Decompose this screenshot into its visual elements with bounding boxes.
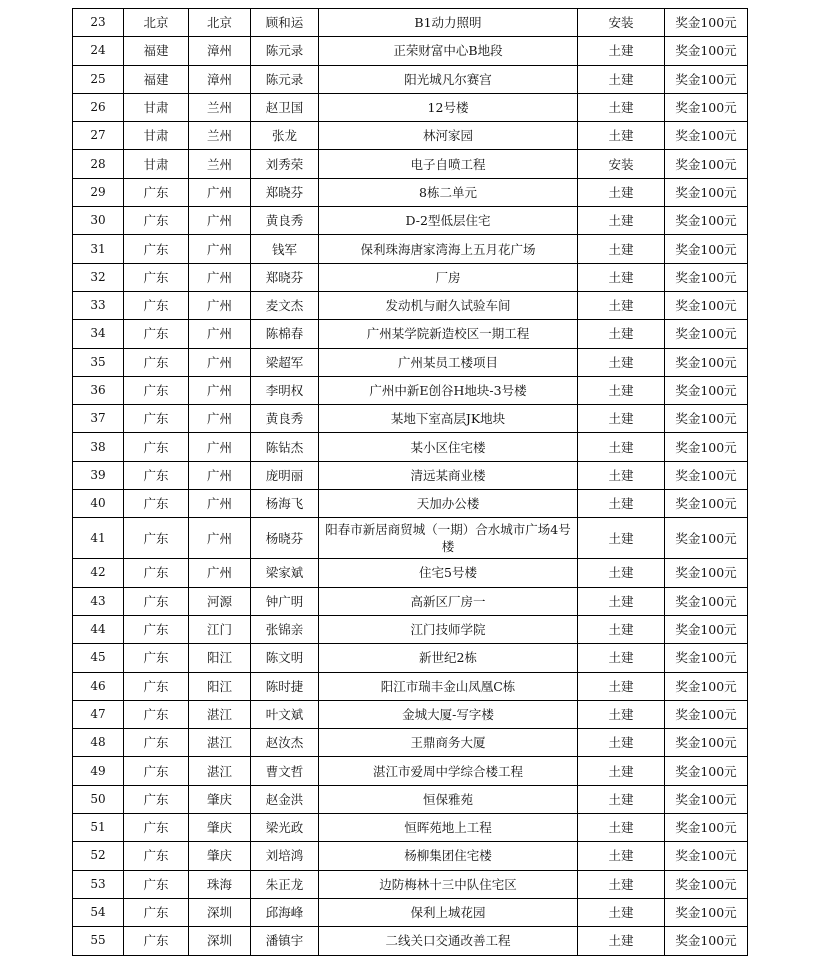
table-row [73,870,748,898]
category-cell: 土建 [578,461,665,489]
name-cell: 郑晓芬 [251,178,319,206]
award-cell: 奖金100元 [665,559,748,587]
row-number-cell: 33 [73,291,124,319]
city-cell: 广州 [189,518,251,559]
province-cell: 广东 [124,518,189,559]
category-cell: 土建 [578,870,665,898]
category-cell: 土建 [578,672,665,700]
city-cell: 广州 [189,263,251,291]
table-row [73,587,748,615]
project-name-cell: B1动力照明 [319,9,578,37]
project-name-cell: 杨柳集团住宅楼 [319,842,578,870]
category-cell: 土建 [578,37,665,65]
award-cell: 奖金100元 [665,785,748,813]
award-cell: 奖金100元 [665,263,748,291]
award-cell: 奖金100元 [665,587,748,615]
city-cell: 漳州 [189,65,251,93]
row-number-cell: 46 [73,672,124,700]
province-cell: 广东 [124,615,189,643]
city-cell: 肇庆 [189,814,251,842]
province-cell: 北京 [124,9,189,37]
province-cell: 福建 [124,65,189,93]
project-name-cell: 电子自喷工程 [319,150,578,178]
project-name-cell: D-2型低层住宅 [319,207,578,235]
row-number-cell: 38 [73,433,124,461]
province-cell: 广东 [124,814,189,842]
name-cell: 邱海峰 [251,898,319,926]
province-cell: 甘肃 [124,122,189,150]
award-cell: 奖金100元 [665,927,748,955]
category-cell: 安装 [578,9,665,37]
city-cell: 广州 [189,207,251,235]
table-row [73,615,748,643]
name-cell: 陈时捷 [251,672,319,700]
award-cell: 奖金100元 [665,433,748,461]
category-cell: 土建 [578,376,665,404]
row-number-cell: 55 [73,927,124,955]
row-number-cell: 40 [73,490,124,518]
province-cell: 广东 [124,207,189,235]
city-cell: 珠海 [189,870,251,898]
award-cell: 奖金100元 [665,320,748,348]
province-cell: 广东 [124,842,189,870]
city-cell: 阳江 [189,644,251,672]
project-name-cell: 广州中新E创谷H地块-3号楼 [319,376,578,404]
award-cell: 奖金100元 [665,348,748,376]
city-cell: 河源 [189,587,251,615]
province-cell: 广东 [124,490,189,518]
table-row [73,672,748,700]
table-row [73,559,748,587]
city-cell: 广州 [189,433,251,461]
city-cell: 湛江 [189,729,251,757]
table-row [73,814,748,842]
city-cell: 兰州 [189,93,251,121]
table-row [73,93,748,121]
category-cell: 土建 [578,518,665,559]
province-cell: 广东 [124,898,189,926]
category-cell: 土建 [578,842,665,870]
name-cell: 黄良秀 [251,207,319,235]
table-row [73,518,748,559]
name-cell: 陈钻杰 [251,433,319,461]
row-number-cell: 52 [73,842,124,870]
row-number-cell: 42 [73,559,124,587]
category-cell: 土建 [578,65,665,93]
table-row [73,757,748,785]
table-row [73,898,748,926]
category-cell: 土建 [578,178,665,206]
award-cell: 奖金100元 [665,814,748,842]
name-cell: 陈棉春 [251,320,319,348]
table-row [73,263,748,291]
award-cell: 奖金100元 [665,490,748,518]
name-cell: 麦文杰 [251,291,319,319]
name-cell: 赵汝杰 [251,729,319,757]
row-number-cell: 48 [73,729,124,757]
city-cell: 广州 [189,320,251,348]
province-cell: 广东 [124,291,189,319]
name-cell: 郑晓芬 [251,263,319,291]
city-cell: 湛江 [189,700,251,728]
table-row [73,37,748,65]
city-cell: 漳州 [189,37,251,65]
province-cell: 广东 [124,376,189,404]
table-body [73,9,748,956]
project-name-cell: 某小区住宅楼 [319,433,578,461]
row-number-cell: 31 [73,235,124,263]
table-row [73,700,748,728]
category-cell: 土建 [578,263,665,291]
city-cell: 深圳 [189,927,251,955]
table-row [73,785,748,813]
project-name-cell: 王鼎商务大厦 [319,729,578,757]
award-cell: 奖金100元 [665,842,748,870]
city-cell: 广州 [189,559,251,587]
category-cell: 土建 [578,559,665,587]
table-row [73,927,748,955]
name-cell: 黄良秀 [251,405,319,433]
category-cell: 土建 [578,785,665,813]
row-number-cell: 25 [73,65,124,93]
row-number-cell: 24 [73,37,124,65]
table-row [73,291,748,319]
name-cell: 张锦亲 [251,615,319,643]
name-cell: 刘培鸿 [251,842,319,870]
row-number-cell: 54 [73,898,124,926]
table-row [73,842,748,870]
award-cell: 奖金100元 [665,291,748,319]
name-cell: 赵卫国 [251,93,319,121]
category-cell: 土建 [578,587,665,615]
award-cell: 奖金100元 [665,644,748,672]
category-cell: 土建 [578,405,665,433]
award-cell: 奖金100元 [665,178,748,206]
name-cell: 陈元录 [251,37,319,65]
award-cell: 奖金100元 [665,461,748,489]
name-cell: 杨海飞 [251,490,319,518]
category-cell: 安装 [578,150,665,178]
row-number-cell: 49 [73,757,124,785]
award-cell: 奖金100元 [665,757,748,785]
province-cell: 广东 [124,672,189,700]
project-name-cell: 阳春市新居商贸城（一期）合水城市广场4号楼 [319,518,578,559]
table-row [73,9,748,37]
name-cell: 刘秀荣 [251,150,319,178]
city-cell: 广州 [189,490,251,518]
name-cell: 钱军 [251,235,319,263]
name-cell: 庞明丽 [251,461,319,489]
project-name-cell: 边防梅林十三中队住宅区 [319,870,578,898]
province-cell: 广东 [124,757,189,785]
row-number-cell: 29 [73,178,124,206]
table-row [73,729,748,757]
award-cell: 奖金100元 [665,672,748,700]
project-name-cell: 阳光城凡尔赛宫 [319,65,578,93]
project-name-cell: 住宅5号楼 [319,559,578,587]
table-row [73,320,748,348]
award-cell: 奖金100元 [665,93,748,121]
province-cell: 福建 [124,37,189,65]
award-cell: 奖金100元 [665,898,748,926]
award-cell: 奖金100元 [665,9,748,37]
city-cell: 广州 [189,405,251,433]
award-cell: 奖金100元 [665,65,748,93]
name-cell: 梁光政 [251,814,319,842]
table-row [73,122,748,150]
row-number-cell: 28 [73,150,124,178]
row-number-cell: 45 [73,644,124,672]
project-name-cell: 湛江市爱周中学综合楼工程 [319,757,578,785]
table-row [73,490,748,518]
row-number-cell: 47 [73,700,124,728]
award-table-container [72,8,748,956]
project-name-cell: 清远某商业楼 [319,461,578,489]
name-cell: 梁家斌 [251,559,319,587]
province-cell: 广东 [124,263,189,291]
city-cell: 广州 [189,461,251,489]
table-row [73,644,748,672]
name-cell: 顾和运 [251,9,319,37]
name-cell: 陈文明 [251,644,319,672]
project-name-cell: 某地下室高层JK地块 [319,405,578,433]
name-cell: 陈元录 [251,65,319,93]
award-cell: 奖金100元 [665,615,748,643]
city-cell: 兰州 [189,122,251,150]
province-cell: 广东 [124,235,189,263]
row-number-cell: 35 [73,348,124,376]
province-cell: 甘肃 [124,150,189,178]
award-cell: 奖金100元 [665,37,748,65]
row-number-cell: 39 [73,461,124,489]
category-cell: 土建 [578,320,665,348]
city-cell: 广州 [189,291,251,319]
province-cell: 广东 [124,927,189,955]
name-cell: 潘镇宇 [251,927,319,955]
table-row [73,178,748,206]
city-cell: 深圳 [189,898,251,926]
award-cell: 奖金100元 [665,150,748,178]
project-name-cell: 新世纪2栋 [319,644,578,672]
city-cell: 北京 [189,9,251,37]
province-cell: 广东 [124,870,189,898]
project-name-cell: 金城大厦-写字楼 [319,700,578,728]
row-number-cell: 50 [73,785,124,813]
category-cell: 土建 [578,644,665,672]
project-name-cell: 二线关口交通改善工程 [319,927,578,955]
province-cell: 广东 [124,587,189,615]
city-cell: 兰州 [189,150,251,178]
city-cell: 肇庆 [189,842,251,870]
category-cell: 土建 [578,927,665,955]
province-cell: 广东 [124,729,189,757]
name-cell: 赵金洪 [251,785,319,813]
award-cell: 奖金100元 [665,207,748,235]
project-name-cell: 发动机与耐久试验车间 [319,291,578,319]
name-cell: 朱正龙 [251,870,319,898]
province-cell: 广东 [124,348,189,376]
project-name-cell: 恒晖苑地上工程 [319,814,578,842]
category-cell: 土建 [578,700,665,728]
city-cell: 广州 [189,376,251,404]
province-cell: 广东 [124,700,189,728]
category-cell: 土建 [578,93,665,121]
project-name-cell: 天加办公楼 [319,490,578,518]
category-cell: 土建 [578,757,665,785]
award-cell: 奖金100元 [665,729,748,757]
name-cell: 李明权 [251,376,319,404]
row-number-cell: 51 [73,814,124,842]
table-row [73,433,748,461]
city-cell: 肇庆 [189,785,251,813]
row-number-cell: 23 [73,9,124,37]
row-number-cell: 34 [73,320,124,348]
name-cell: 张龙 [251,122,319,150]
category-cell: 土建 [578,729,665,757]
project-name-cell: 恒保雅苑 [319,785,578,813]
project-name-cell: 保利珠海唐家湾海上五月花广场 [319,235,578,263]
category-cell: 土建 [578,898,665,926]
award-cell: 奖金100元 [665,518,748,559]
category-cell: 土建 [578,490,665,518]
project-name-cell: 12号楼 [319,93,578,121]
award-cell: 奖金100元 [665,405,748,433]
table-row [73,207,748,235]
city-cell: 阳江 [189,672,251,700]
category-cell: 土建 [578,615,665,643]
table-row [73,376,748,404]
province-cell: 广东 [124,644,189,672]
row-number-cell: 41 [73,518,124,559]
category-cell: 土建 [578,433,665,461]
row-number-cell: 44 [73,615,124,643]
award-cell: 奖金100元 [665,122,748,150]
province-cell: 广东 [124,433,189,461]
name-cell: 钟广明 [251,587,319,615]
name-cell: 梁超军 [251,348,319,376]
province-cell: 广东 [124,178,189,206]
province-cell: 广东 [124,559,189,587]
table-row [73,348,748,376]
award-cell: 奖金100元 [665,235,748,263]
category-cell: 土建 [578,348,665,376]
row-number-cell: 37 [73,405,124,433]
row-number-cell: 26 [73,93,124,121]
city-cell: 江门 [189,615,251,643]
project-name-cell: 林河家园 [319,122,578,150]
city-cell: 湛江 [189,757,251,785]
project-name-cell: 广州某学院新造校区一期工程 [319,320,578,348]
project-name-cell: 正荣财富中心B地段 [319,37,578,65]
table-row [73,150,748,178]
project-name-cell: 保利上城花园 [319,898,578,926]
name-cell: 杨晓芬 [251,518,319,559]
category-cell: 土建 [578,235,665,263]
name-cell: 曹文哲 [251,757,319,785]
province-cell: 广东 [124,320,189,348]
city-cell: 广州 [189,348,251,376]
table-row [73,405,748,433]
category-cell: 土建 [578,291,665,319]
province-cell: 广东 [124,461,189,489]
project-name-cell: 厂房 [319,263,578,291]
province-cell: 甘肃 [124,93,189,121]
city-cell: 广州 [189,235,251,263]
award-table [72,8,748,956]
row-number-cell: 36 [73,376,124,404]
table-row [73,461,748,489]
project-name-cell: 江门技师学院 [319,615,578,643]
city-cell: 广州 [189,178,251,206]
table-row [73,235,748,263]
project-name-cell: 高新区厂房一 [319,587,578,615]
row-number-cell: 30 [73,207,124,235]
award-cell: 奖金100元 [665,700,748,728]
category-cell: 土建 [578,207,665,235]
project-name-cell: 广州某员工楼项目 [319,348,578,376]
province-cell: 广东 [124,785,189,813]
row-number-cell: 32 [73,263,124,291]
project-name-cell: 阳江市瑞丰金山凤凰C栋 [319,672,578,700]
award-cell: 奖金100元 [665,870,748,898]
table-row [73,65,748,93]
category-cell: 土建 [578,814,665,842]
row-number-cell: 27 [73,122,124,150]
name-cell: 叶文斌 [251,700,319,728]
category-cell: 土建 [578,122,665,150]
award-cell: 奖金100元 [665,376,748,404]
row-number-cell: 43 [73,587,124,615]
province-cell: 广东 [124,405,189,433]
project-name-cell: 8栋二单元 [319,178,578,206]
row-number-cell: 53 [73,870,124,898]
